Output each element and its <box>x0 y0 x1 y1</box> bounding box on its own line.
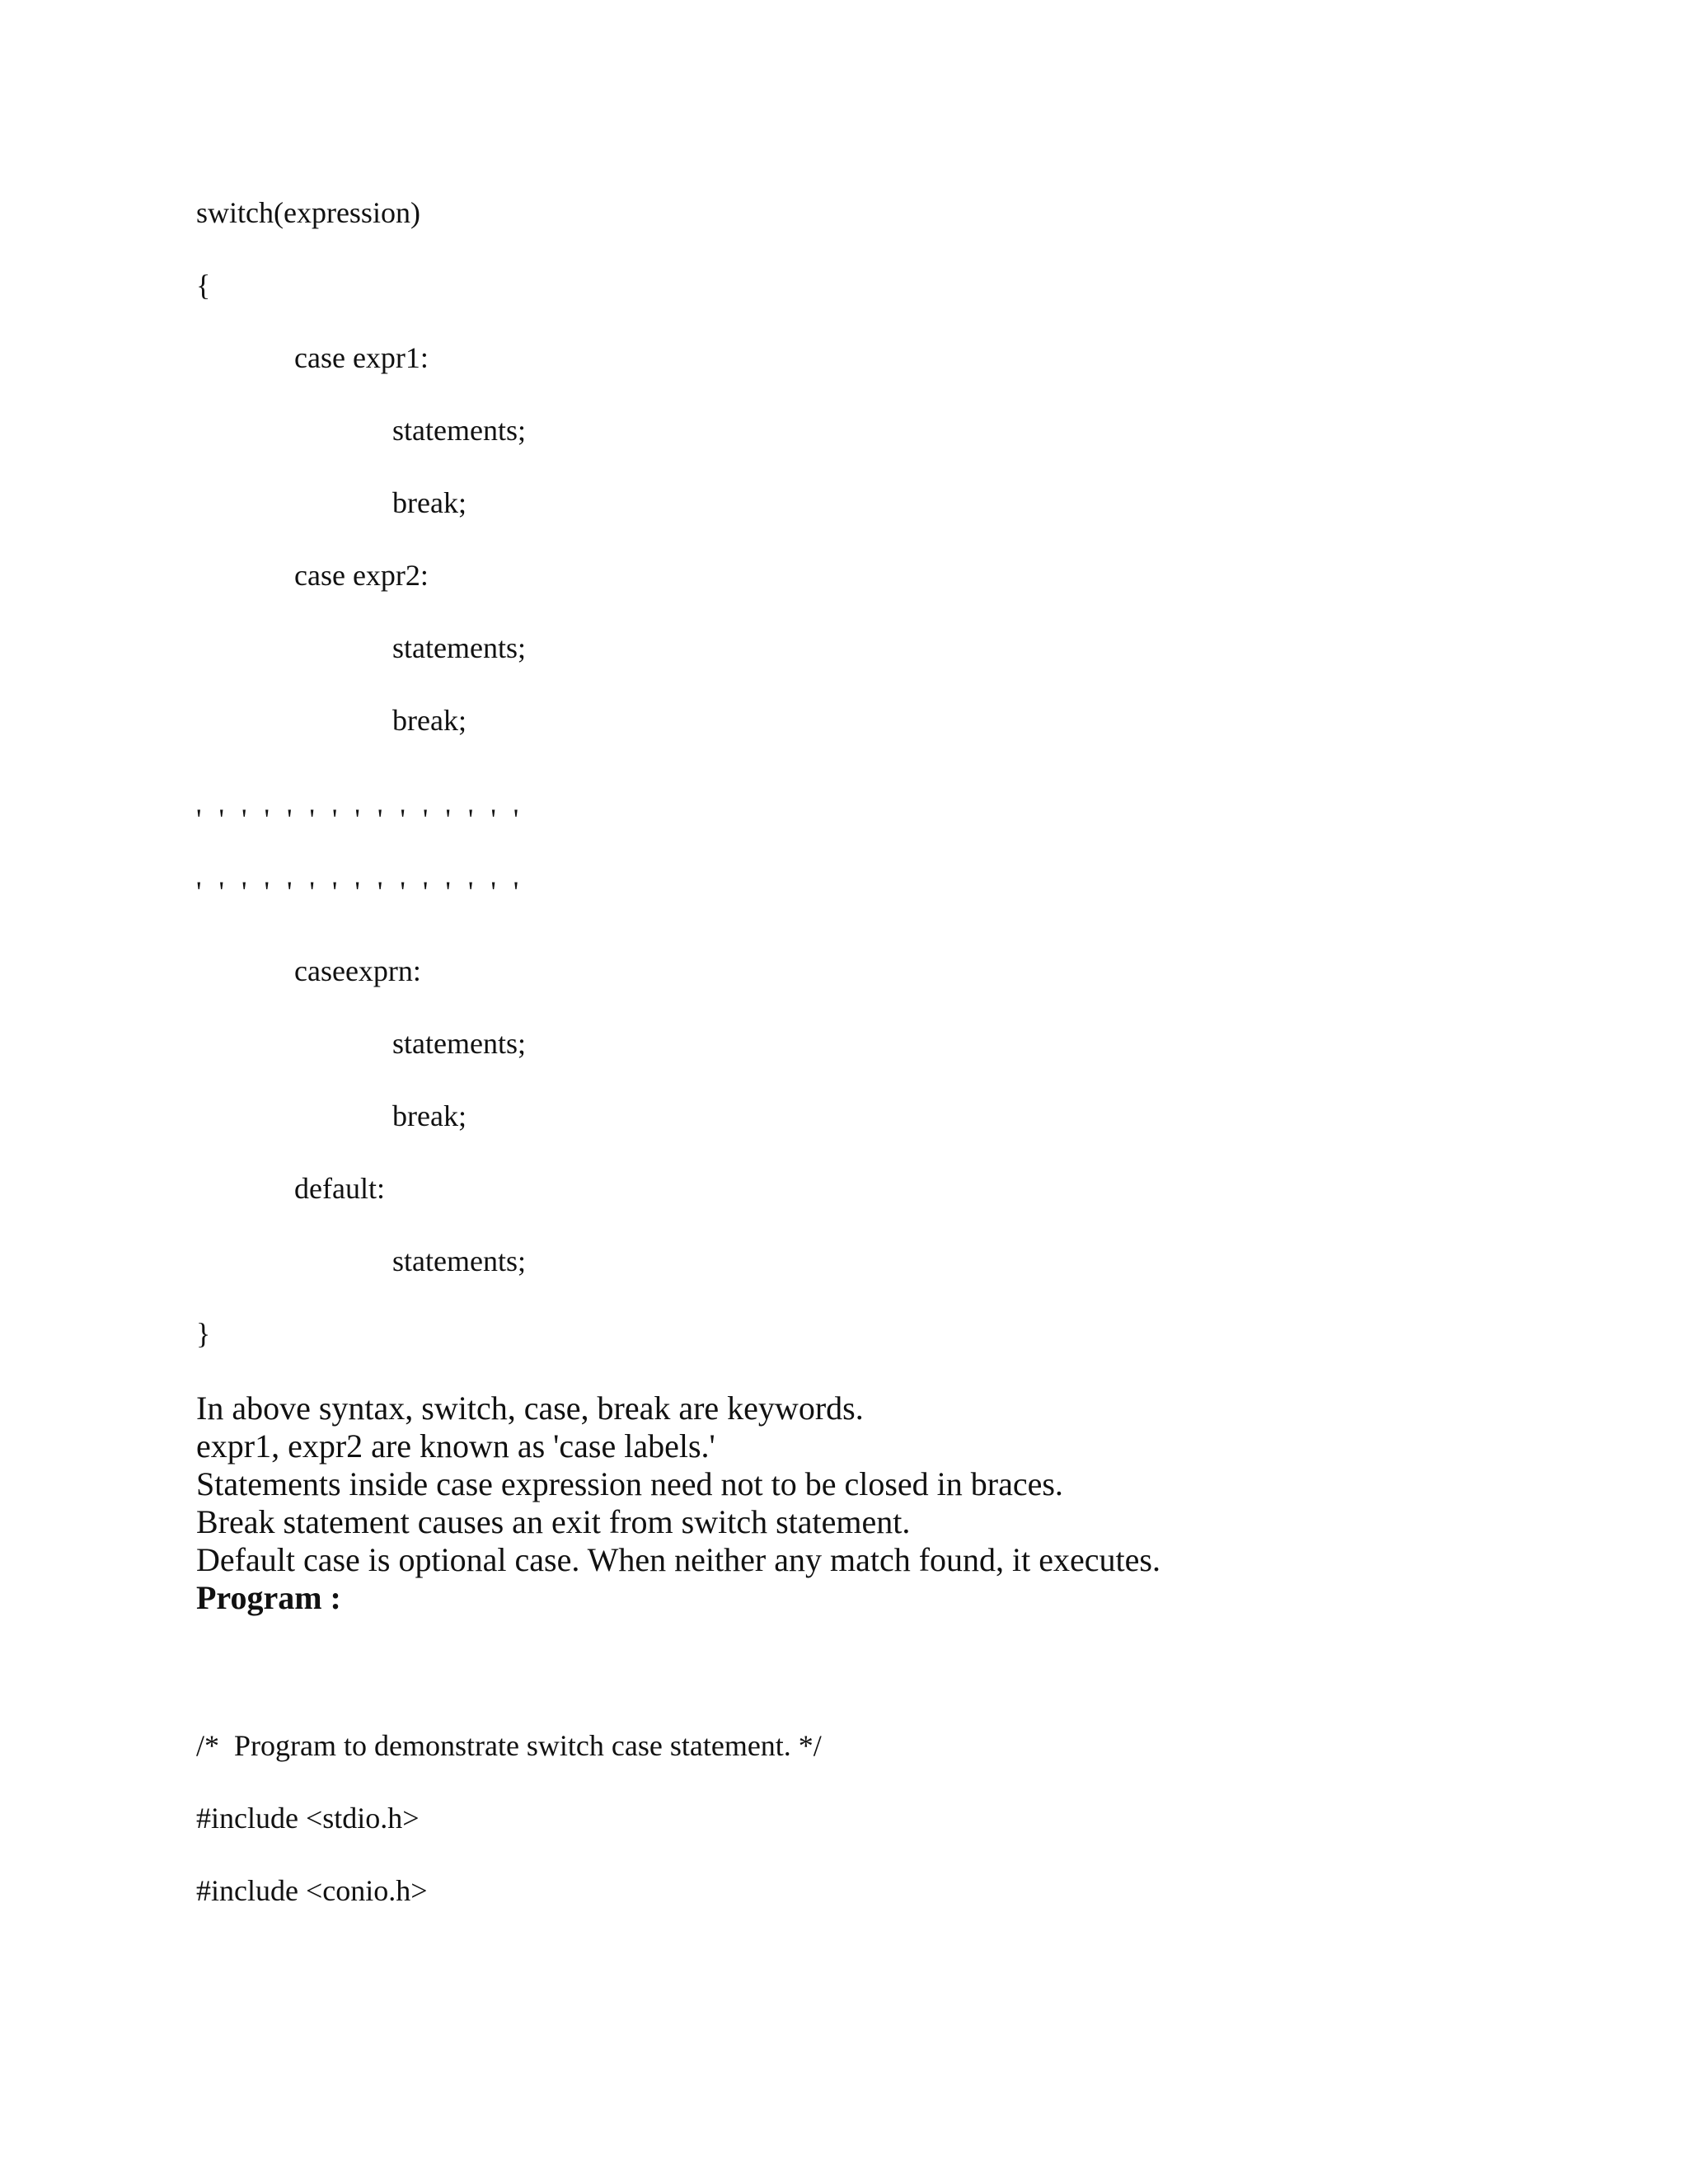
syntax-case-exprn: caseexprn: <box>294 954 421 987</box>
program-comment: /* Program to demonstrate switch case statement. */ <box>196 1729 822 1762</box>
note-break: Break statement causes an exit from switch statement. <box>196 1503 911 1540</box>
syntax-break-2: break; <box>392 704 467 737</box>
syntax-ellipsis-dots-1: ' ' ' ' ' ' ' ' ' ' ' ' ' ' ' <box>196 803 524 836</box>
note-case-labels: expr1, expr2 are known as 'case labels.' <box>196 1427 715 1465</box>
syntax-close-brace: } <box>196 1317 211 1350</box>
syntax-ellipsis-dots-2: ' ' ' ' ' ' ' ' ' ' ' ' ' ' ' <box>196 875 524 908</box>
note-default: Default case is optional case. When neither any match found, it executes. <box>196 1541 1160 1578</box>
syntax-break-1: break; <box>392 486 467 519</box>
syntax-statements-default: statements; <box>392 1244 526 1277</box>
syntax-break-n: break; <box>392 1099 467 1132</box>
syntax-case-expr2: case expr2: <box>294 559 429 592</box>
note-keywords: In above syntax, switch, case, break are keywords. <box>196 1390 864 1427</box>
syntax-statements-2: statements; <box>392 631 526 664</box>
program-include-stdio: #include <stdio.h> <box>196 1802 420 1835</box>
syntax-switch-line: switch(expression) <box>196 196 420 229</box>
syntax-statements-1: statements; <box>392 414 526 447</box>
syntax-notes <box>196 1390 1597 1617</box>
program-heading: Program : <box>196 1579 341 1616</box>
program-include-conio: #include <conio.h> <box>196 1874 428 1907</box>
syntax-case-expr1: case expr1: <box>294 341 429 374</box>
syntax-open-brace: { <box>196 269 211 302</box>
note-braces: Statements inside case expression need not to be closed in braces. <box>196 1465 1063 1502</box>
syntax-statements-n: statements; <box>392 1027 526 1060</box>
syntax-default: default: <box>294 1172 385 1205</box>
